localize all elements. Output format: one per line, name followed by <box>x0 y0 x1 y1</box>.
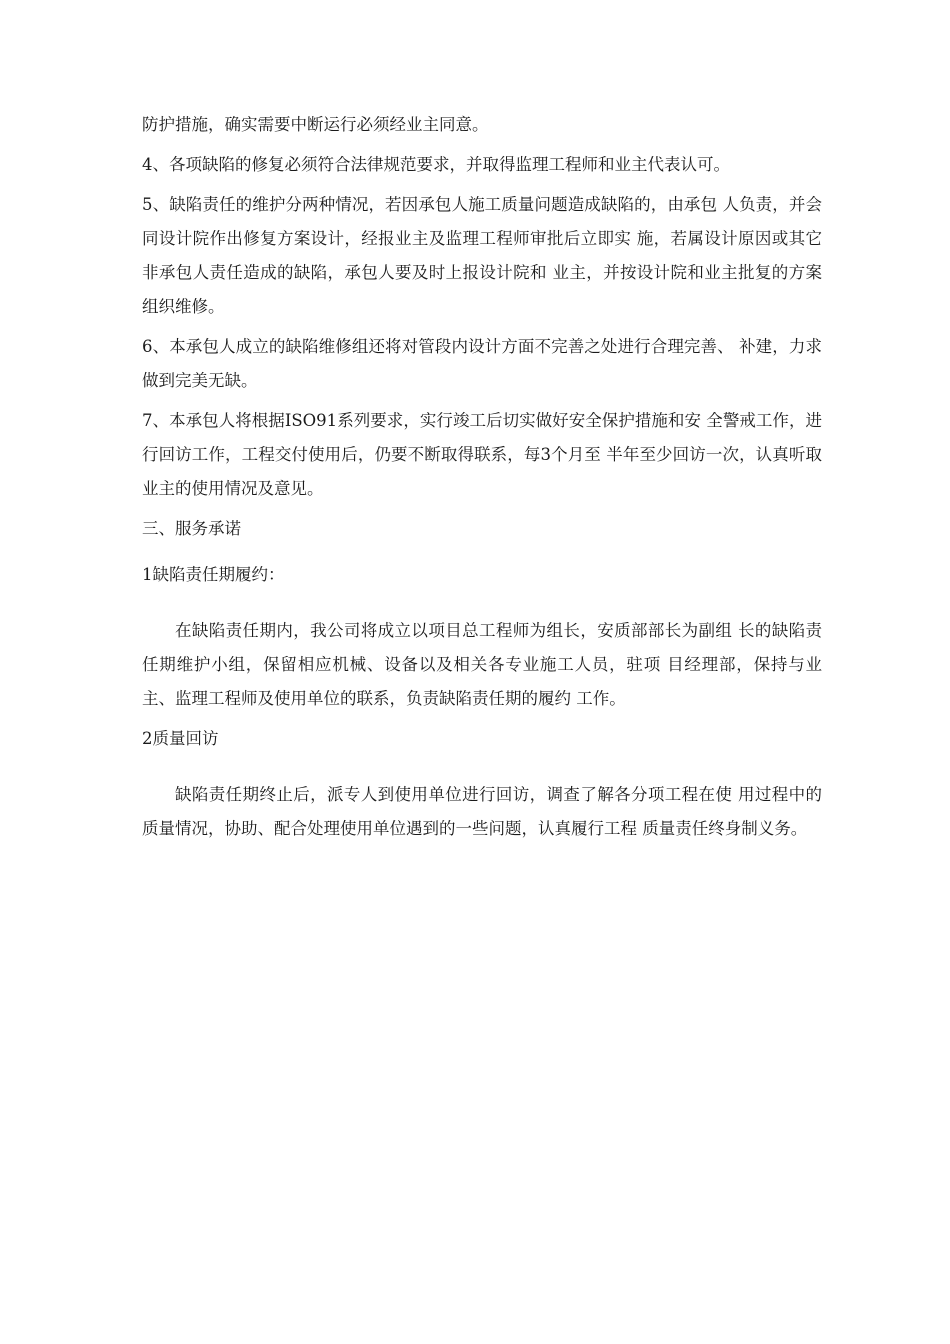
section-heading-service-commitment: 三、服务承诺 <box>142 519 241 538</box>
paragraph-defect-liability: 在缺陷责任期内，我公司将成立以项目总工程师为组长，安质部部长为副组 长的缺陷责任期维护小组，保留相应机械、设备以及相关各专业施工人员，驻项 目经理部，保持与业主、监理工程师及使用单位的联系，负责缺陷责任期的履约 工作。 <box>142 621 822 708</box>
paragraph-protection-measures: 防护措施，确实需要中断运行必须经业主同意。 <box>142 115 489 134</box>
paragraph-item-5: 5、缺陷责任的维护分两种情况，若因承包人施工质量问题造成缺陷的，由承包 人负责，并会同设计院作出修复方案设计，经报业主及监理工程师审批后立即实 施，若属设计原因或其它非承包人责任造成的缺陷，承包人要及时上报设计院和 业主，并按设计院和业主批复的方案组织维修。 <box>142 195 822 316</box>
paragraph-item-7: 7、本承包人将根据ISO91系列要求，实行竣工后切实做好安全保护措施和安 全警戒工作，进行回访工作，工程交付使用后，仍要不断取得联系，每3个月至 半年至少回访一次，认真听取业主的使用情况及意见。 <box>142 411 822 498</box>
subheading-defect-liability: 1缺陷责任期履约： <box>142 565 285 584</box>
paragraph-item-6: 6、本承包人成立的缺陷维修组还将对管段内设计方面不完善之处进行合理完善、 补建，力求做到完美无缺。 <box>142 337 822 390</box>
document-body <box>142 108 822 846</box>
paragraph-item-4: 4、各项缺陷的修复必须符合法律规范要求，并取得监理工程师和业主代表认可。 <box>142 155 730 174</box>
subheading-quality-revisit: 2质量回访 <box>142 729 219 748</box>
paragraph-quality-revisit: 缺陷责任期终止后，派专人到使用单位进行回访，调查了解各分项工程在使 用过程中的质量情况，协助、配合处理使用单位遇到的一些问题，认真履行工程 质量责任终身制义务。 <box>142 785 822 838</box>
